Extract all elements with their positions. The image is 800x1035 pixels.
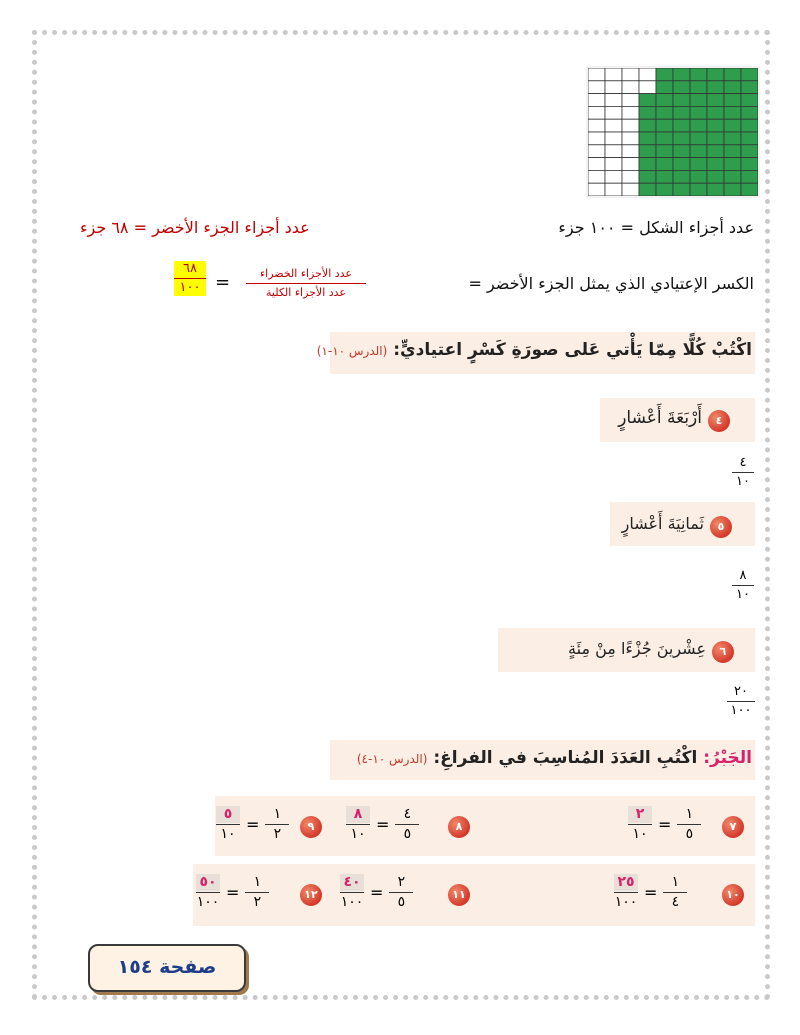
grid-cell-green — [707, 145, 724, 158]
exercise-9-number: ٩ — [300, 816, 322, 838]
exercise-9-equation — [216, 806, 289, 843]
grid-cell-green — [673, 106, 690, 119]
answer-fraction-numerator: ٥ — [216, 806, 240, 823]
grid-cell-green — [673, 170, 690, 183]
given-fraction — [677, 806, 701, 843]
item5-numerator: ٨ — [739, 568, 747, 583]
grid-cell-green — [639, 158, 656, 171]
grid-cell-green — [656, 183, 673, 196]
formula-numerator: عدد الأجزاء الخضراء — [259, 267, 352, 280]
grid-cell-green — [639, 132, 656, 145]
grid-cell-green — [656, 81, 673, 94]
grid-cell-white — [622, 145, 639, 158]
answer-fraction-bar — [196, 892, 220, 893]
item5-bar — [732, 585, 754, 586]
grid-cell-green — [741, 81, 758, 94]
grid-cell-green — [656, 94, 673, 107]
grid-cell-white — [622, 132, 639, 145]
section1-heading — [317, 340, 752, 360]
given-fraction-numerator: ١ — [671, 874, 680, 890]
given-fraction-bar — [677, 824, 701, 825]
grid-cell-green — [690, 68, 707, 81]
grid-cell-green — [707, 119, 724, 132]
grid-cell-green — [741, 119, 758, 132]
item4-fraction — [732, 455, 754, 490]
item4-denominator: ١٠ — [736, 474, 750, 489]
grid-cell-white — [605, 145, 622, 158]
answer-fraction-denominator: ١٠٠ — [614, 894, 638, 910]
given-fraction-bar — [389, 892, 413, 893]
grid-cell-green — [724, 106, 741, 119]
section1-lesson-ref: (الدرس ١٠-١) — [316, 344, 388, 358]
equals-sign: = — [658, 815, 672, 834]
grid-cell-white — [588, 132, 605, 145]
grid-cell-green — [707, 158, 724, 171]
answer-fraction — [174, 261, 206, 296]
hundred-grid-svg — [588, 68, 758, 196]
grid-cell-white — [588, 119, 605, 132]
grid-cell-green — [690, 106, 707, 119]
exercise-11-equation — [340, 874, 413, 911]
answer-fraction-denominator: ١٠ — [220, 826, 236, 842]
answer-bar — [174, 278, 206, 279]
item4-numerator: ٤ — [739, 455, 747, 470]
grid-cell-green — [707, 94, 724, 107]
grid-cell-green — [724, 170, 741, 183]
grid-cell-green — [656, 106, 673, 119]
grid-cell-white — [622, 94, 639, 107]
item6-fraction — [727, 684, 755, 719]
formula-equals: = — [215, 272, 231, 293]
given-fraction — [389, 874, 413, 911]
grid-cell-green — [690, 145, 707, 158]
grid-cell-white — [588, 183, 605, 196]
grid-cell-green — [741, 158, 758, 171]
answer-fraction — [628, 806, 652, 843]
grid-cell-white — [588, 170, 605, 183]
formula-fraction — [246, 266, 366, 301]
hundred-grid — [586, 66, 760, 198]
grid-cell-green — [656, 158, 673, 171]
grid-cell-white — [605, 132, 622, 145]
section1-heading-text: اكْتُبْ كُلًّا مِمّا يَأْتي عَلى صورَةِ كَسْرٍ اعتياديٍّ: — [393, 340, 752, 360]
page-number: صفحة ١٥٤ — [117, 956, 217, 978]
equals-sign: = — [226, 883, 240, 902]
grid-cell-green — [673, 119, 690, 132]
given-fraction — [265, 806, 289, 843]
grid-cell-green — [656, 145, 673, 158]
grid-cell-white — [605, 106, 622, 119]
grid-cell-white — [588, 106, 605, 119]
grid-cell-green — [724, 158, 741, 171]
grid-cell-green — [639, 106, 656, 119]
answer-fraction — [216, 806, 240, 843]
item5-number: ٥ — [710, 516, 732, 538]
grid-cell-green — [690, 158, 707, 171]
grid-cell-green — [690, 119, 707, 132]
grid-cell-green — [724, 119, 741, 132]
answer-fraction-numerator: ٨ — [346, 806, 370, 823]
given-fraction-numerator: ٢ — [397, 874, 406, 890]
grid-cell-green — [741, 183, 758, 196]
exercise-12-number: ١٢ — [300, 884, 322, 906]
grid-cell-white — [639, 68, 656, 81]
grid-cell-green — [741, 132, 758, 145]
grid-cell-green — [673, 158, 690, 171]
grid-cell-green — [707, 106, 724, 119]
grid-cell-green — [673, 132, 690, 145]
page-number-box — [88, 944, 246, 992]
grid-cell-white — [639, 81, 656, 94]
grid-cell-green — [656, 68, 673, 81]
equals-sign: = — [376, 815, 390, 834]
section2-label: الجَبْرُ: — [703, 748, 752, 768]
given-fraction-numerator: ١ — [685, 806, 694, 822]
grid-cell-green — [656, 170, 673, 183]
equals-sign: = — [246, 815, 260, 834]
grid-cell-green — [707, 183, 724, 196]
given-fraction-bar — [663, 892, 687, 893]
grid-cell-white — [622, 68, 639, 81]
formula-denominator: عدد الأجزاء الكلية — [266, 286, 346, 299]
item5-denominator: ١٠ — [736, 587, 750, 602]
answer-fraction-bar — [346, 824, 370, 825]
grid-cell-green — [707, 81, 724, 94]
answer-fraction-bar — [628, 824, 652, 825]
grid-cell-green — [639, 170, 656, 183]
grid-cell-green — [724, 145, 741, 158]
grid-cell-green — [724, 183, 741, 196]
item6-numerator: ٢٠ — [734, 684, 748, 699]
item6-text: عِشْرينَ جُزْءًا مِنْ مِئَةٍ — [568, 639, 706, 658]
item5-text: ثَمانِيَةَ أَعْشارٍ — [621, 514, 704, 533]
answer-fraction-denominator: ١٠ — [350, 826, 366, 842]
grid-cell-white — [622, 106, 639, 119]
answer-denominator: ١٠٠ — [179, 280, 201, 295]
grid-cell-green — [690, 170, 707, 183]
grid-cell-green — [673, 183, 690, 196]
item4-bar — [732, 472, 754, 473]
item6-denominator: ١٠٠ — [730, 703, 752, 718]
grid-cell-white — [622, 170, 639, 183]
section2-heading-text: اكْتُبِ العَدَدَ المُناسِبَ في الفراغِ: — [433, 748, 698, 768]
section2-lesson-ref: (الدرس ١٠-٤) — [356, 752, 428, 766]
grid-cell-green — [724, 81, 741, 94]
grid-cell-green — [741, 94, 758, 107]
given-fraction-numerator: ٤ — [403, 806, 412, 822]
item4-text: أَرْبَعَةَ أَعْشارٍ — [618, 408, 702, 428]
grid-cell-green — [673, 94, 690, 107]
answer-fraction-denominator: ١٠ — [632, 826, 648, 842]
grid-cell-green — [724, 132, 741, 145]
grid-cell-white — [588, 94, 605, 107]
fraction-label: الكسر الإعتيادي الذي يمثل الجزء الأخضر = — [468, 274, 754, 293]
grid-cell-white — [588, 68, 605, 81]
green-parts-text: عدد أجزاء الجزء الأخضر = ٦٨ جزء — [80, 218, 310, 237]
section2-heading — [357, 748, 752, 768]
grid-cell-green — [741, 145, 758, 158]
grid-cell-white — [622, 81, 639, 94]
exercise-8-equation — [346, 806, 419, 843]
grid-cell-green — [741, 68, 758, 81]
total-parts-text: عدد أجزاء الشكل = ١٠٠ جزء — [558, 218, 754, 237]
item6-bar — [727, 701, 755, 702]
given-fraction-denominator: ٥ — [685, 826, 694, 842]
formula-bar — [246, 283, 366, 284]
answer-fraction-numerator: ٥٠ — [196, 874, 220, 891]
grid-cell-green — [639, 145, 656, 158]
exercise-7-number: ٧ — [722, 816, 744, 838]
answer-fraction-numerator: ٤٠ — [340, 874, 364, 891]
answer-fraction — [196, 874, 220, 911]
given-fraction — [663, 874, 687, 911]
grid-cell-white — [588, 158, 605, 171]
answer-fraction-denominator: ١٠٠ — [196, 894, 220, 910]
answer-numerator: ٦٨ — [183, 261, 197, 276]
grid-cell-green — [639, 94, 656, 107]
item4-number: ٤ — [708, 410, 730, 432]
given-fraction-denominator: ٤ — [671, 894, 680, 910]
grid-cell-green — [724, 68, 741, 81]
grid-cell-white — [622, 158, 639, 171]
grid-cell-green — [673, 68, 690, 81]
grid-cell-white — [622, 119, 639, 132]
given-fraction-denominator: ٢ — [253, 894, 262, 910]
grid-cell-white — [605, 68, 622, 81]
answer-fraction-numerator: ٢٥ — [614, 874, 638, 891]
grid-cell-white — [588, 145, 605, 158]
given-fraction-denominator: ٥ — [397, 894, 406, 910]
grid-cell-green — [673, 145, 690, 158]
answer-fraction — [346, 806, 370, 843]
item6-number: ٦ — [712, 641, 734, 663]
grid-cell-green — [656, 119, 673, 132]
grid-cell-green — [690, 81, 707, 94]
grid-cell-green — [690, 183, 707, 196]
exercise-11-number: ١١ — [448, 884, 470, 906]
given-fraction — [395, 806, 419, 843]
grid-cell-green — [741, 106, 758, 119]
grid-cell-green — [741, 170, 758, 183]
given-fraction-numerator: ١ — [273, 806, 282, 822]
grid-cell-white — [605, 119, 622, 132]
given-fraction-numerator: ١ — [253, 874, 262, 890]
answer-fraction-numerator: ٢ — [628, 806, 652, 823]
grid-cell-green — [707, 132, 724, 145]
exercise-12-equation — [196, 874, 269, 911]
item5-fraction — [732, 568, 754, 603]
grid-cell-white — [622, 183, 639, 196]
grid-cell-green — [639, 119, 656, 132]
answer-fraction-bar — [216, 824, 240, 825]
answer-fraction-denominator: ١٠٠ — [340, 894, 364, 910]
grid-cell-green — [673, 81, 690, 94]
grid-cell-white — [605, 158, 622, 171]
grid-cell-white — [588, 81, 605, 94]
given-fraction-bar — [245, 892, 269, 893]
grid-cell-green — [707, 68, 724, 81]
answer-fraction — [340, 874, 364, 911]
exercise-10-equation — [614, 874, 687, 911]
grid-cell-green — [707, 170, 724, 183]
given-fraction-denominator: ٢ — [273, 826, 282, 842]
grid-cell-green — [639, 183, 656, 196]
exercise-7-equation — [628, 806, 701, 843]
grid-cell-green — [690, 94, 707, 107]
equals-sign: = — [370, 883, 384, 902]
exercise-10-number: ١٠ — [722, 884, 744, 906]
answer-fraction-bar — [340, 892, 364, 893]
answer-fraction — [614, 874, 638, 911]
given-fraction-denominator: ٥ — [403, 826, 412, 842]
grid-cell-green — [690, 132, 707, 145]
grid-cell-green — [724, 94, 741, 107]
equals-sign: = — [644, 883, 658, 902]
given-fraction — [245, 874, 269, 911]
answer-fraction-bar — [614, 892, 638, 893]
grid-cell-white — [605, 94, 622, 107]
grid-cell-green — [656, 132, 673, 145]
given-fraction-bar — [395, 824, 419, 825]
given-fraction-bar — [265, 824, 289, 825]
grid-cell-white — [605, 183, 622, 196]
exercise-8-number: ٨ — [448, 816, 470, 838]
grid-cell-white — [605, 81, 622, 94]
grid-cell-white — [605, 170, 622, 183]
